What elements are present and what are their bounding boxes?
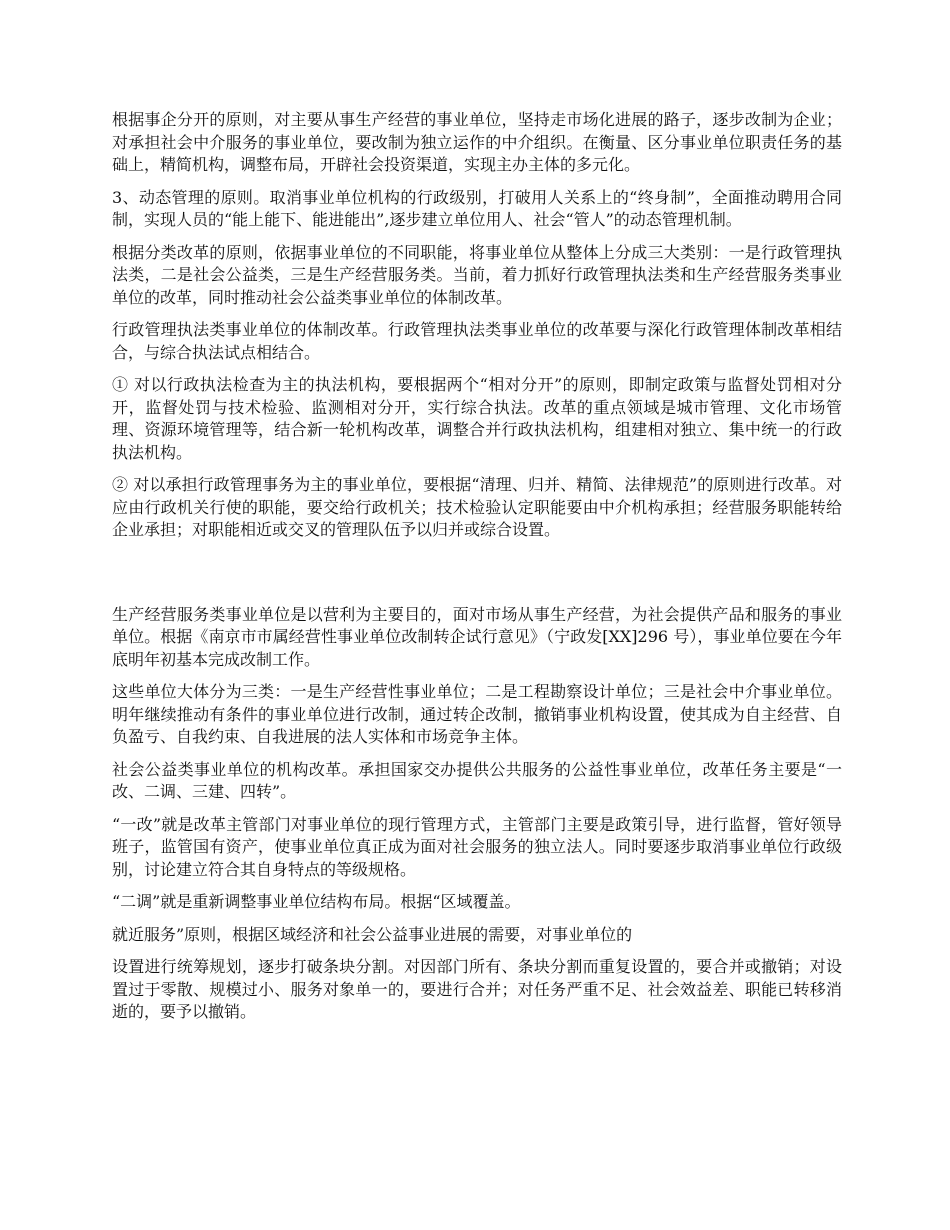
paragraph: “二调”就是重新调整事业单位结构布局。根据“区域覆盖。 bbox=[112, 892, 521, 911]
paragraph: ① 对以行政执法检查为主的执法机构，要根据两个“相对分开”的原则，即制定政策与监督处罚相对分开，监督处罚与技术检验、监测相对分开，实行综合执法。改革的重点领域是城市管理、文化市场管理、资源环境管理等，结合新一轮机构改革，调整合并行政执法机构，组建相对独立、集中统一的行政执法机构。 bbox=[112, 375, 842, 462]
paragraph: 生产经营服务类事业单位是以营利为主要目的，面对市场从事生产经营，为社会提供产品和服务的事业单位。根据《南京市市属经营性事业单位改制转企试行意见》（宁政发[XX]296 号），事业单位要在今年底明年初基本完成改制工作。 bbox=[112, 604, 842, 669]
paragraph: 3、动态管理的原则。取消事业单位机构的行政级别，打破用人关系上的“终身制”，全面推动聘用合同制，实现人员的“能上能下、能进能出”,逐步建立单位用人、社会“管人”的动态管理机制。 bbox=[112, 187, 842, 229]
paragraph: “一改”就是改革主管部门对事业单位的现行管理方式，主管部门主要是政策引导，进行监督，管好领导班子，监管国有资产，使事业单位真正成为面对社会服务的独立法人。同时要逐步取消事业单位行政级别，讨论建立符合其自身特点的等级规格。 bbox=[112, 814, 842, 879]
document-page bbox=[112, 109, 842, 1034]
paragraph: ② 对以承担行政管理事务为主的事业单位，要根据“清理、归并、精简、法律规范”的原则进行改革。对应由行政机关行使的职能，要交给行政机关；技术检验认定职能要由中介机构承担；经营服务职能转给企业承担；对职能相近或交叉的管理队伍予以归并或综合设置。 bbox=[112, 475, 842, 539]
paragraph: 社会公益类事业单位的机构改革。承担国家交办提供公共服务的公益性事业单位，改革任务主要是“一改、二调、三建、四转”。 bbox=[112, 759, 842, 801]
paragraph: 行政管理执法类事业单位的体制改革。行政管理执法类事业单位的改革要与深化行政管理体制改革相结合，与综合执法试点相结合。 bbox=[112, 320, 842, 362]
paragraph: 就近服务”原则，根据区域经济和社会公益事业进展的需要，对事业单位的 bbox=[112, 924, 633, 944]
paragraph: 设置进行统筹规划，逐步打破条块分割。对因部门所有、条块分割而重复设置的，要合并或撤销；对设置过于零散、规模过小、服务对象单一的，要进行合并；对任务严重不足、社会效益差、职能已转移消逝的，要予以撤销。 bbox=[112, 957, 842, 1021]
section-spacer bbox=[112, 552, 842, 604]
paragraph: 根据分类改革的原则，依据事业单位的不同职能，将事业单位从整体上分成三大类别：一是行政管理执法类，二是社会公益类，三是生产经营服务类。当前，着力抓好行政管理执法类和生产经营服务类事业单位的改革，同时推动社会公益类事业单位的体制改革。 bbox=[112, 242, 842, 307]
paragraph: 这些单位大体分为三类：一是生产经营性事业单位；二是工程勘察设计单位；三是社会中介事业单位。明年继续推动有条件的事业单位进行改制，通过转企改制，撤销事业机构设置，使其成为自主经营、自负盈亏、自我约束、自我进展的法人实体和市场竞争主体。 bbox=[112, 682, 842, 746]
paragraph: 根据事企分开的原则，对主要从事生产经营的事业单位，坚持走市场化进展的路子，逐步改制为企业；对承担社会中介服务的事业单位，要改制为独立运作的中介组织。在衡量、区分事业单位职责任务的基础上，精简机构，调整布局，开辟社会投资渠道，实现主办主体的多元化。 bbox=[112, 110, 842, 174]
